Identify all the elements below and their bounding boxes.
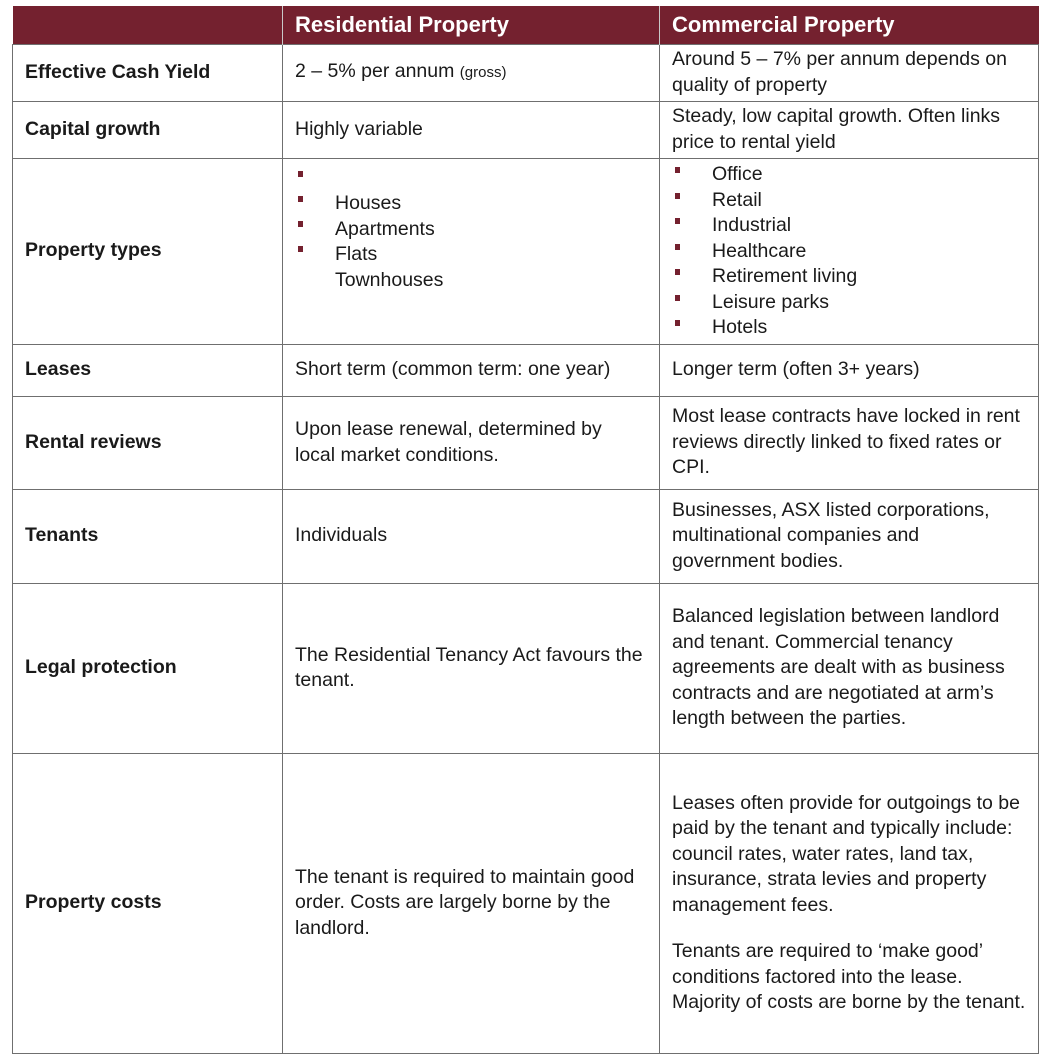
bullet-marker	[675, 244, 680, 250]
bullet-marker	[298, 196, 303, 202]
header-residential: Residential Property	[283, 6, 660, 45]
bullet-marker	[675, 167, 680, 173]
list-item-label: Office	[712, 163, 763, 185]
row-label: Effective Cash Yield	[13, 45, 283, 102]
list-item-label: Leisure parks	[712, 290, 830, 313]
row-label: Property types	[13, 159, 283, 345]
residential-cell: Short term (common term: one year)	[283, 345, 660, 397]
bullet-marker	[298, 171, 303, 177]
yield-note: (gross)	[459, 64, 507, 82]
costs-paragraph: Leases often provide for outgoings to be paid by the tenant and typically include: council rates, water rates, land tax, insurance, strata levies and property management fees.	[672, 791, 1020, 916]
list-item-label: Retirement living	[712, 265, 858, 287]
list-item	[672, 315, 1026, 341]
list-item: Flats	[335, 243, 378, 265]
row-property-costs	[13, 754, 1039, 1054]
commercial-cell: Steady, low capital growth. Often links price to rental yield	[660, 102, 1039, 159]
bullet-marker	[675, 193, 680, 199]
yield-value: 2 – 5% per annum	[295, 60, 455, 83]
list-item-label: Healthcare	[712, 239, 807, 262]
list-item	[672, 188, 1026, 214]
commercial-cell	[660, 159, 1039, 345]
bullet-marker	[675, 320, 680, 326]
comparison-table	[12, 6, 1039, 1054]
commercial-cell: Balanced legislation between landlord and tenant. Commercial tenancy agreements are dealt with as business contracts and are negotiated at arm’s length between the parties.	[660, 584, 1039, 754]
list-item: Townhouses	[335, 268, 444, 291]
list-item	[672, 264, 1026, 290]
row-label: Capital growth	[13, 102, 283, 159]
list-item: Houses	[335, 192, 402, 214]
costs-paragraph: Tenants are required to ‘make good’ conditions factored into the lease. Majority of costs are borne by the tenant.	[672, 940, 1026, 1013]
row-tenants	[13, 490, 1039, 584]
commercial-cell	[660, 754, 1039, 1054]
row-cash-yield	[13, 45, 1039, 102]
residential-cell: The tenant is required to maintain good order. Costs are largely borne by the landlord.	[283, 754, 660, 1054]
bullet-marker	[298, 221, 303, 227]
residential-cell	[283, 159, 660, 345]
list-item	[672, 162, 1026, 188]
list-item-label: Industrial	[712, 214, 792, 236]
header-commercial: Commercial Property	[660, 6, 1039, 45]
bullet-marker	[298, 246, 303, 252]
row-property-types	[13, 159, 1039, 345]
bullet-marker	[675, 269, 680, 275]
bullet-marker	[675, 218, 680, 224]
row-legal-protection	[13, 584, 1039, 754]
bullet-markers	[295, 166, 335, 252]
residential-cell: The Residential Tenancy Act favours the tenant.	[283, 584, 660, 754]
residential-cell: Individuals	[283, 490, 660, 584]
list-item	[672, 239, 1026, 265]
header-row	[13, 6, 1039, 45]
commercial-cell: Businesses, ASX listed corporations, multinational companies and government bodies.	[660, 490, 1039, 584]
row-label: Leases	[13, 345, 283, 397]
row-rental-reviews	[13, 397, 1039, 490]
residential-cell: Upon lease renewal, determined by local market conditions.	[283, 397, 660, 490]
list-item	[672, 290, 1026, 316]
list-item-label: Hotels	[712, 316, 768, 338]
list-item	[672, 213, 1026, 239]
residential-cell: Highly variable	[283, 102, 660, 159]
row-label: Property costs	[13, 754, 283, 1054]
commercial-cell: Longer term (often 3+ years)	[660, 345, 1039, 397]
row-capital-growth	[13, 102, 1039, 159]
row-label: Tenants	[13, 490, 283, 584]
row-label: Legal protection	[13, 584, 283, 754]
row-leases	[13, 345, 1039, 397]
commercial-cell: Most lease contracts have locked in rent reviews directly linked to fixed rates or CPI.	[660, 397, 1039, 490]
commercial-cell: Around 5 – 7% per annum depends on quality of property	[660, 45, 1039, 102]
row-label: Rental reviews	[13, 397, 283, 490]
bullet-marker	[675, 295, 680, 301]
header-empty-cell	[13, 6, 283, 45]
list-item-label: Retail	[712, 188, 762, 211]
commercial-types-list	[672, 162, 1026, 341]
list-item: Apartments	[335, 217, 435, 240]
residential-cell	[283, 45, 660, 102]
